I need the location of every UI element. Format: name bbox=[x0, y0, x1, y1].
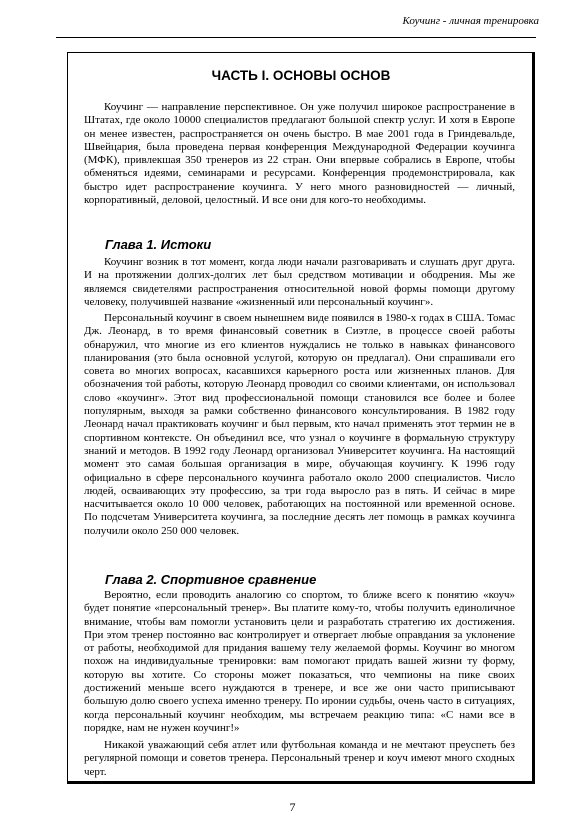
chapter-1-paragraph-2: Персональный коучинг в своем нынешнем виде появился в 1980-х годах в США. Томас Дж. Леонард, в то время финансовый советник в Сиэтле, в процессе своей работы обнаружил, что многие из его клиентов нуждались не только в навыках финансового планирования (это была основной услугой, которую он предлагал). Они спрашивали его совета во многих вопросах, касавшихся карьерного роста или жизненных планов. Для обозначения той работы, которую Леонард проводил со своими клиентами, он использовал слово «коучинг». Этот вид профессиональной помощи становился все более и более популярным, выходя за рамки собственно финансового консультирования. В 1982 году Леонард начал практиковать коучинг и был первым, кто начал применять этот термин не в спортивном контексте. Он объединил все, что узнал о коучинге в формальную структуру знаний и методов. В 1992 году Леонард организовал Университет коучинга. На настоящий момент это самая большая организация в мире, обучающая коучингу. К 1996 году официально в сфере персонального коучинга работало около 2000 специалистов. Число людей, осваивающих эту профессию, за три года выросло раз в пять. И сейчас в мире насчитывается около 10 000 человек, работающих на постоянной или временной основе. По подсчетам Университета коучинга, за последние десять лет помощь в рамках коучинга получили около 250 000 человек. bbox=[84, 312, 515, 537]
intro-paragraph: Коучинг — направление перспективное. Он уже получил широкое распространение в Штатах, где около 10000 специалистов предлагают большой спектр услуг. И хотя в Европе он менее известен, распространяется он очень быстро. В мае 2001 года в Гриндевальде, Швейцария, была проведена первая конференция Международной Федерации коучинга (МФК), привлекшая 350 тренеров из 22 стран. Они впервые собрались в Европе, чтобы обменяться идеями, семинарами и ресурсами. Конференция продемонстрировала, как быстро идет распространение коучинга. У него много разновидностей — личный, корпоративный, деловой, целостный. И все они для кого-то необходимы. bbox=[84, 101, 515, 207]
page-number: 7 bbox=[289, 800, 296, 814]
chapter-2-paragraph-2: Никакой уважающий себя атлет или футбольная команда и не мечтают преуспеть без регулярной помощи и советов тренера. Персональный тренер и коуч имеют много сходных черт. bbox=[84, 739, 515, 778]
chapter-2-title: Глава 2. Спортивное сравнение bbox=[105, 572, 317, 587]
chapter-1-title: Глава 1. Истоки bbox=[105, 237, 212, 252]
running-header: Коучинг - личная тренировка bbox=[402, 15, 539, 27]
part-title: ЧАСТЬ I. ОСНОВЫ ОСНОВ bbox=[211, 68, 391, 83]
header-rule bbox=[56, 37, 536, 38]
chapter-2-paragraph-1: Вероятно, если проводить аналогию со спортом, то ближе всего к понятию «коуч» будет понятие «персональный тренер». Вы платите кому-то, чтобы получить единоличное внимание, чтобы вам помогли установить цели и разработать стратегию их достижения. При этом тренер постоянно вас контролирует и отвергает любые оправдания за уклонение от работы, необходимой для придания вашему телу желаемой формы. Коучинг во многом похож на индивидуальные тренировки: вам помогают придать вашей жизни ту форму, которую вы хотите. Со стороны может показаться, что чемпионы на пике своих достижений меньше всего нуждаются в тренере, и все же они часто приписывают большую долю своего успеха именно тренеру. По иронии судьбы, очень часто в ситуациях, когда персональный коучинг необходим, мы встречаем реакцию типа: «С нами все в порядке, нам не нужен коучинг!» bbox=[84, 589, 515, 734]
chapter-1-paragraph-1: Коучинг возник в тот момент, когда люди начали разговаривать и слушать друг друга. И на протяжении долгих-долгих лет был средством мотивации и ободрения. Мы же являемся свидетелями распространения относительной новой формы помощи другому человеку, получившей название «жизненный или персональный коучинг». bbox=[84, 256, 515, 308]
